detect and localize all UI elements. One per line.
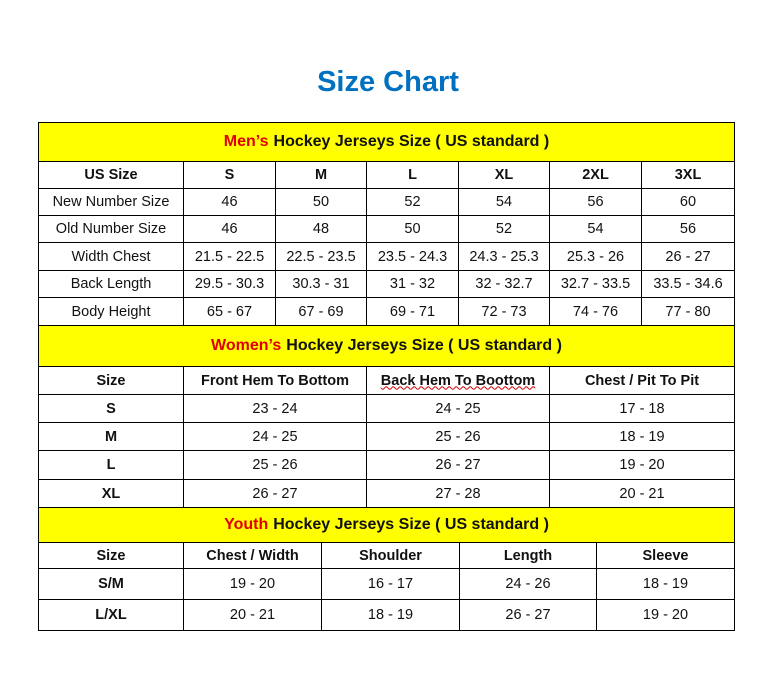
- men-cell: 24.3 - 25.3: [459, 243, 550, 270]
- men-cell: 56: [550, 189, 642, 215]
- men-cell: 26 - 27: [665, 248, 711, 265]
- header-text: L: [408, 167, 417, 183]
- women-cell: 26 - 27: [184, 480, 367, 507]
- men-cell: 74 - 76: [550, 298, 642, 325]
- header-text: Chest / Pit To Pit: [584, 372, 700, 389]
- youth-cell: 20 - 21: [184, 600, 322, 630]
- women-header-row: [39, 367, 734, 395]
- header-text: Size: [96, 372, 126, 389]
- men-row-label: Old Number Size: [39, 216, 184, 242]
- women-cell: 17 - 18: [619, 400, 665, 417]
- men-column-header: [642, 162, 734, 188]
- women-cell: 24 - 25: [184, 423, 367, 450]
- men-cell: 22.5 - 23.5: [276, 243, 367, 270]
- youth-cell: 19 - 20: [642, 607, 689, 623]
- men-table-row: [39, 298, 734, 326]
- men-cell: 52: [367, 189, 459, 215]
- women-section-heading: [39, 326, 734, 367]
- header-text: Front Hem To Bottom: [201, 372, 349, 389]
- men-row-label: Width Chest: [39, 243, 184, 270]
- men-column-header: [184, 162, 276, 188]
- men-cell: 72 - 73: [459, 298, 550, 325]
- women-table-row: [39, 480, 734, 508]
- women-row-label: M: [39, 423, 184, 450]
- women-cell: 26 - 27: [367, 451, 550, 479]
- youth-heading-highlight: Youth: [224, 516, 269, 533]
- women-column-header: [184, 367, 367, 394]
- men-header-row: [39, 162, 734, 189]
- men-cell: 50: [367, 216, 459, 242]
- youth-column-header: [460, 543, 597, 568]
- men-cell: 56: [679, 221, 697, 237]
- women-cell: 19 - 20: [619, 457, 665, 473]
- women-row-label: S: [39, 395, 184, 422]
- youth-cell: 18 - 19: [642, 576, 689, 592]
- men-cell: 77 - 80: [665, 303, 711, 320]
- header-text: Shoulder: [359, 547, 422, 564]
- men-cell: 32 - 32.7: [459, 271, 550, 297]
- size-chart-table: [38, 122, 735, 631]
- men-cell: 54: [459, 189, 550, 215]
- men-cell: 67 - 69: [276, 298, 367, 325]
- header-text: 3XL: [674, 167, 702, 183]
- youth-section-heading: [39, 508, 734, 543]
- men-table-row: [39, 243, 734, 271]
- women-table-row: [39, 451, 734, 480]
- header-text: S: [224, 167, 235, 183]
- youth-column-header: [597, 543, 734, 568]
- men-column-header: [367, 162, 459, 188]
- men-cell: 31 - 32: [367, 271, 459, 297]
- women-cell: 20 - 21: [619, 485, 665, 502]
- header-text: Sleeve: [642, 547, 689, 564]
- youth-cell: 26 - 27: [460, 600, 597, 630]
- header-text: Back Hem To Boottom: [380, 372, 536, 389]
- men-table-row: [39, 189, 734, 216]
- men-heading-highlight: Men’s: [223, 133, 269, 150]
- women-cell: 27 - 28: [367, 480, 550, 507]
- men-table-row: [39, 216, 734, 243]
- women-table-row: [39, 395, 734, 423]
- women-cell: 23 - 24: [184, 395, 367, 422]
- men-cell: 54: [550, 216, 642, 242]
- men-cell: 48: [276, 216, 367, 242]
- men-cell: 29.5 - 30.3: [184, 271, 276, 297]
- women-column-header: [367, 367, 550, 394]
- men-row-label: Back Length: [39, 271, 184, 297]
- women-column-header: [550, 367, 734, 394]
- youth-header-row: [39, 543, 734, 569]
- youth-column-header: [322, 543, 460, 568]
- women-row-label: XL: [39, 480, 184, 507]
- men-column-header: [550, 162, 642, 188]
- women-heading-highlight: Women’s: [211, 337, 282, 354]
- header-text: XL: [494, 167, 514, 183]
- men-cell: 30.3 - 31: [276, 271, 367, 297]
- men-cell: 60: [679, 194, 697, 210]
- men-cell: 65 - 67: [184, 298, 276, 325]
- men-column-header: [39, 162, 184, 188]
- men-cell: 46: [184, 189, 276, 215]
- women-table-row: [39, 423, 734, 451]
- men-row-label: Body Height: [39, 298, 184, 325]
- youth-column-header: [184, 543, 322, 568]
- header-text: US Size: [84, 167, 138, 183]
- women-row-label: L: [39, 451, 184, 479]
- men-cell: 69 - 71: [367, 298, 459, 325]
- men-column-header: [276, 162, 367, 188]
- women-cell: 25 - 26: [367, 423, 550, 450]
- men-cell: 50: [276, 189, 367, 215]
- women-cell: 24 - 25: [367, 395, 550, 422]
- women-cell: 18 - 19: [619, 428, 665, 445]
- women-cell: 25 - 26: [184, 451, 367, 479]
- youth-table-row: [39, 600, 734, 631]
- page-title: Size Chart: [317, 66, 459, 98]
- youth-row-label: S/M: [39, 569, 184, 599]
- women-column-header: [39, 367, 184, 394]
- men-cell: 21.5 - 22.5: [184, 243, 276, 270]
- men-cell: 46: [184, 216, 276, 242]
- header-text: M: [314, 167, 328, 183]
- women-heading-text: Hockey Jerseys Size ( US standard ): [286, 337, 562, 354]
- men-heading-text: Hockey Jerseys Size ( US standard ): [273, 133, 550, 150]
- youth-heading-text: Hockey Jerseys Size ( US standard ): [273, 516, 549, 533]
- men-cell: 33.5 - 34.6: [653, 276, 723, 292]
- header-text: Length: [503, 547, 553, 564]
- header-text: Chest / Width: [206, 547, 299, 564]
- men-cell: 32.7 - 33.5: [550, 271, 642, 297]
- youth-cell: 19 - 20: [184, 569, 322, 599]
- youth-cell: 16 - 17: [322, 569, 460, 599]
- youth-table-row: [39, 569, 734, 600]
- youth-cell: 24 - 26: [460, 569, 597, 599]
- men-section-heading: [39, 123, 734, 162]
- youth-column-header: [39, 543, 184, 568]
- header-text: 2XL: [582, 167, 609, 183]
- men-cell: 25.3 - 26: [550, 243, 642, 270]
- men-cell: 52: [459, 216, 550, 242]
- men-row-label: New Number Size: [39, 189, 184, 215]
- youth-cell: 18 - 19: [322, 600, 460, 630]
- header-text: Size: [96, 547, 126, 564]
- men-cell: 23.5 - 24.3: [367, 243, 459, 270]
- men-column-header: [459, 162, 550, 188]
- youth-row-label: L/XL: [39, 600, 184, 630]
- men-table-row: [39, 271, 734, 298]
